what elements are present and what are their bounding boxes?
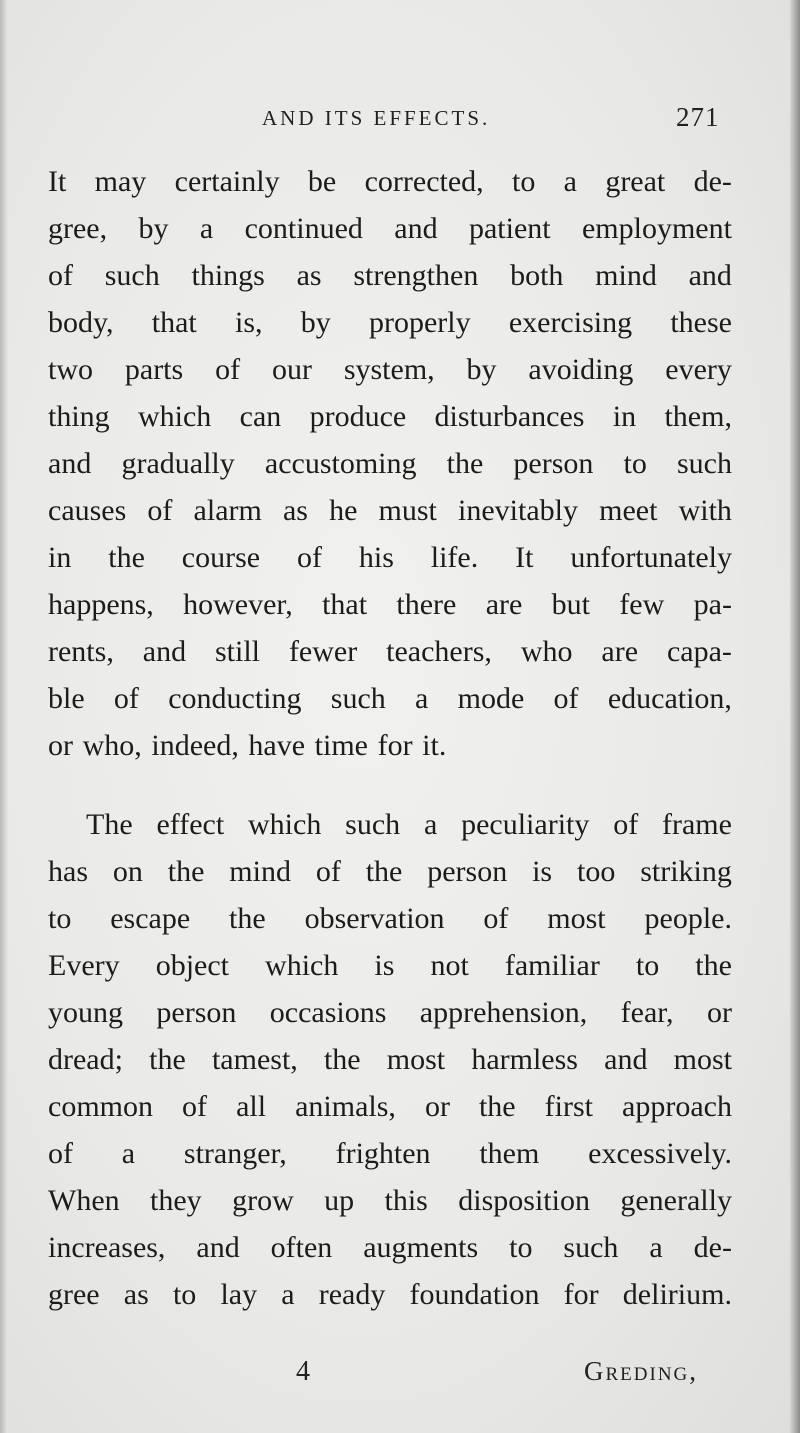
text-line [48,942,732,989]
word: It [48,165,67,198]
text-line [48,1224,732,1271]
word: have [248,729,306,762]
word: alarm [193,494,262,527]
word: and [142,635,187,668]
word: pa- [693,588,732,621]
word: disturbances [434,400,585,433]
word: It [515,541,534,574]
word: lay [220,1278,258,1311]
word: accustoming [264,447,417,480]
page-footer [0,1356,800,1406]
word: most [386,1043,446,1076]
word: as [296,259,322,292]
word: such [104,259,160,292]
text-line [48,1036,732,1083]
text-line [48,801,732,848]
word: the [149,1043,186,1076]
word: are [601,635,639,668]
text-line [48,299,732,346]
word: by [466,353,497,386]
word: exercising [508,306,633,339]
word: he [329,494,358,527]
word: the [446,447,484,480]
word: a [415,682,429,715]
word: by [138,212,169,245]
word: frame [662,808,732,841]
word: of [215,353,241,386]
word: life. [430,541,479,574]
word: a [281,1278,295,1311]
word: great [605,165,666,198]
word: employment [581,212,732,245]
word: continued [244,212,363,245]
word: still [215,635,261,668]
word: it. [422,729,447,762]
word: that [151,306,197,339]
signature-mark: 4 [296,1356,310,1387]
word: and [48,447,92,480]
word: to [509,1231,533,1264]
word: that [322,588,368,621]
word: stranger, [183,1137,287,1170]
word: time [314,729,368,762]
word: of [48,259,73,292]
word: escape [110,902,191,935]
word: who, [82,729,142,762]
word: may [94,165,147,198]
word: fear, [620,996,674,1029]
word: both [510,259,564,292]
word: which [248,808,322,841]
text-line [48,252,732,299]
text-line [48,1271,732,1318]
word: de- [693,165,732,198]
word: a [199,212,214,245]
word: The [86,808,133,841]
word: often [270,1231,333,1264]
word: person [513,447,594,480]
word: of [553,682,579,715]
word: generally [620,1184,732,1217]
word: gradually [121,447,235,480]
word: but [551,588,590,621]
word: avoiding [528,353,634,386]
word: our [271,353,312,386]
body-text [48,158,732,1318]
word: Every [48,949,120,982]
word: teachers, [386,635,492,668]
word: and [394,212,438,245]
word: animals, [295,1090,396,1123]
word: mind [229,855,291,888]
word: first [544,1090,593,1123]
word: person [156,996,237,1029]
word: striking [640,855,732,888]
word: conducting [168,682,302,715]
text-line [48,722,732,769]
text-line [48,1083,732,1130]
word: things [191,259,265,292]
word: and [196,1231,240,1264]
word: approach [622,1090,732,1123]
word: the [365,855,403,888]
paragraph-2 [48,801,732,1318]
word: is [532,855,553,888]
word: object [155,949,229,982]
word: all [236,1090,267,1123]
text-line [48,895,732,942]
word: of [113,682,139,715]
word: of [296,541,322,574]
word: to [48,902,72,935]
word: corrected, [364,165,484,198]
text-line [48,158,732,205]
word: education, [607,682,732,715]
word: as [123,1278,149,1311]
word: dread; [48,1043,123,1076]
text-line [48,440,732,487]
word: excessively. [588,1137,732,1170]
word: to [172,1278,197,1311]
word: certainly [174,165,280,198]
word: body, [48,306,114,339]
word: however, [183,588,293,621]
word: harmless [471,1043,578,1076]
word: a [563,165,577,198]
word: two [48,353,93,386]
word: in [48,541,72,574]
word: is [374,949,395,982]
text-line [48,581,732,628]
text-line [48,487,732,534]
word: inevitably [458,494,579,527]
word: course [181,541,261,574]
word: mind [595,259,657,292]
word: for [563,1278,599,1311]
text-line [48,205,732,252]
word: to [511,165,536,198]
word: there [396,588,457,621]
word: which [265,949,339,982]
word: observation [304,902,445,935]
word: properly [368,306,471,339]
word: When [48,1184,120,1217]
word: and [604,1043,648,1076]
word: most [673,1043,732,1076]
text-line [48,1177,732,1224]
word: the [478,1090,516,1123]
word: to [623,447,647,480]
word: foundation [409,1278,540,1311]
word: the [108,541,145,574]
paragraph-gap [48,769,732,801]
catchword: Greding, [584,1356,699,1386]
word: ready [318,1278,386,1311]
word: the [323,1043,361,1076]
word: a [423,808,438,841]
word: people. [644,902,732,935]
text-line [48,989,732,1036]
word: fewer [288,635,358,668]
word: or [706,996,732,1029]
word: these [670,306,732,339]
word: causes [48,494,127,527]
word: them, [664,400,732,433]
word: person [427,855,508,888]
word: or [48,729,73,762]
word: they [150,1184,202,1217]
word: of [613,808,639,841]
word: or [424,1090,450,1123]
word: of [315,855,341,888]
word: such [563,1231,619,1264]
word: such [345,808,401,841]
word: young [48,996,123,1029]
word: parts [124,353,184,386]
word: can [239,400,282,433]
text-line [48,1130,732,1177]
word: gree [48,1278,100,1311]
word: of [48,1137,73,1170]
page-header [0,100,800,140]
word: common [48,1090,153,1123]
word: by [300,306,331,339]
word: who [520,635,573,668]
word: and [688,259,732,292]
text-line [48,534,732,581]
word: such [330,682,386,715]
word: are [485,588,523,621]
word: apprehension, [419,996,588,1029]
word: on [112,855,143,888]
word: in [612,400,637,433]
word: of [147,494,173,527]
word: de- [693,1231,732,1264]
word: to [635,949,660,982]
text-line [48,628,732,675]
word: most [547,902,606,935]
word: them [479,1137,540,1170]
word: of [483,902,509,935]
word: has [48,855,88,888]
word: produce [309,400,407,433]
page-number: 271 [676,102,720,132]
word: system, [343,353,435,386]
word: too [576,855,616,888]
word: happens, [48,588,154,621]
word: for [377,729,413,762]
word: capa- [666,635,732,668]
word: which [137,400,212,433]
word: be [307,165,337,198]
word: rents, [48,635,114,668]
word: ble [48,682,85,715]
word: indeed, [151,729,239,762]
word: as [282,494,308,527]
word: few [619,588,665,621]
word: meet [599,494,658,527]
word: mode [457,682,525,715]
text-line [48,393,732,440]
word: such [677,447,732,480]
word: this [384,1184,428,1217]
word: occasions [269,996,387,1029]
word: strengthen [353,259,479,292]
word: up [324,1184,355,1217]
word: the [695,949,732,982]
word: patient [468,212,551,245]
word: not [430,949,469,982]
paragraph-1 [48,158,732,769]
word: unfortunately [570,541,732,574]
word: peculiarity [461,808,590,841]
word: his [358,541,394,574]
page-right-edge [790,0,800,1433]
text-line [48,675,732,722]
word: a [649,1231,663,1264]
word: the [167,855,205,888]
word: thing [48,400,110,433]
page-left-edge [0,0,8,1433]
word: delirium. [622,1278,732,1311]
text-line [48,848,732,895]
word: increases, [48,1231,166,1264]
word: effect [156,808,225,841]
word: every [665,353,732,386]
word: is, [235,306,263,339]
running-head: AND ITS EFFECTS. [262,106,491,130]
word: frighten [335,1137,431,1170]
word: grow [232,1184,294,1217]
word: a [121,1137,136,1170]
word: disposition [458,1184,590,1217]
word: augments [363,1231,479,1264]
word: the [229,902,266,935]
word: gree, [48,212,108,245]
word: of [182,1090,208,1123]
word: must [378,494,437,527]
word: tamest, [211,1043,298,1076]
word: familiar [504,949,600,982]
word: with [678,494,732,527]
text-line [48,346,732,393]
